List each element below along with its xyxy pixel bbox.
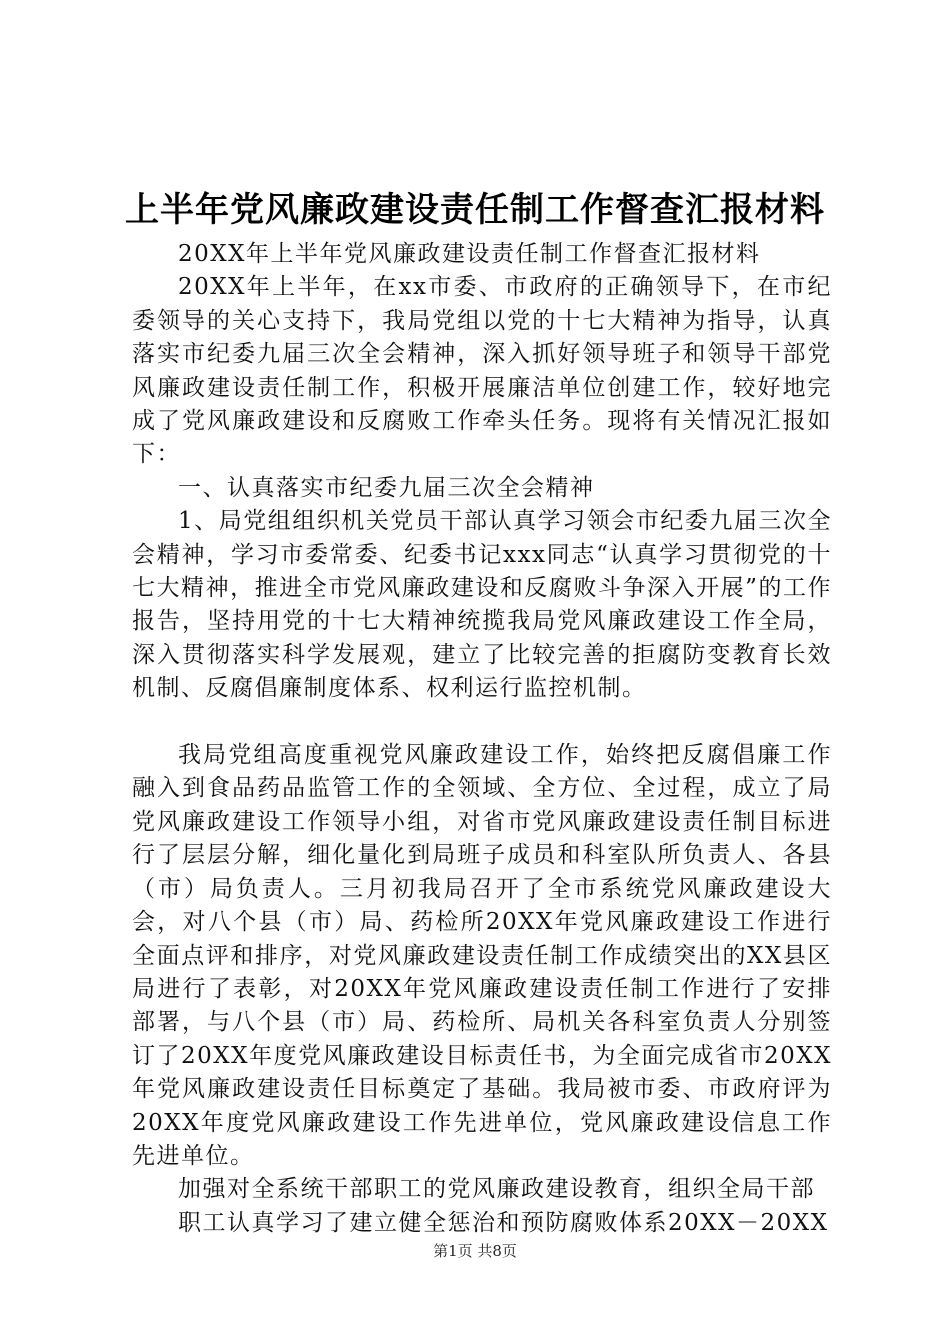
intro-paragraph: 20XX年上半年，在xx市委、市政府的正确领导下，在市纪委领导的关心支持下，我局党组以党的十七大精神为指导，认真落实市纪委九届三次全会精神，深入抓好领导班子和领导干部党风廉政建设责任制工作，积极开展廉洁单位创建工作，较好地完成了党风廉政建设和反腐败工作牵头任务。现将有关情况汇报如下：	[132, 274, 832, 468]
section-heading: 一、认真落实市纪委九届三次全会精神	[178, 474, 595, 501]
body-paragraph: 我局党组高度重视党风廉政建设工作，始终把反腐倡廉工作融入到食品药品监管工作的全领域、全方位、全过程，成立了局党风廉政建设工作领导小组，对省市党风廉政建设责任制目标进行了层层分解，细化量化到局班子成员和科室队所负责人、各县（市）局负责人。三月初我局召开了全市系统党风廉政建设大会，对八个县（市）局、药检所20XX年党风廉政建设工作进行全面点评和排序，对党风廉政建设责任制工作成绩突出的XX县区局进行了表彰，对20XX年党风廉政建设责任制工作进行了安排部署，与八个县（市）局、药检所、局机关各科室负责人分别签订了20XX年度党风廉政建设目标责任书，为全面完成省市20XX年党风廉政建设责任目标奠定了基础。我局被市委、市政府评为20XX年度党风廉政建设工作先进单位，党风廉政建设信息工作先进单位。	[132, 742, 832, 1169]
body-paragraph: 加强对全系统干部职工的党风廉政建设教育，组织全局干部	[178, 1176, 815, 1203]
page-number-footer: 第1页 共8页	[433, 1242, 517, 1260]
subtitle-paragraph: 20XX年上半年党风廉政建设责任制工作督查汇报材料	[178, 241, 761, 267]
body-paragraph: 职工认真学习了建立健全惩治和预防腐败体系20XX－20XX	[178, 1209, 829, 1236]
body-paragraph: 1、局党组组织机关党员干部认真学习领会市纪委九届三次全会精神，学习市委常委、纪委书记xxx同志“认真学习贯彻党的十七大精神，推进全市党风廉政建设和反腐败斗争深入开展”的工作报告，坚持用党的十七大精神统揽我局党风廉政建设工作全局，深入贯彻落实科学发展观，建立了比较完善的拒腐防变教育长效机制、反腐倡廉制度体系、权利运行监控机制。	[132, 508, 832, 702]
document-body	[132, 238, 832, 1240]
document-title: 上半年党风廉政建设责任制工作督查汇报材料	[125, 190, 825, 230]
